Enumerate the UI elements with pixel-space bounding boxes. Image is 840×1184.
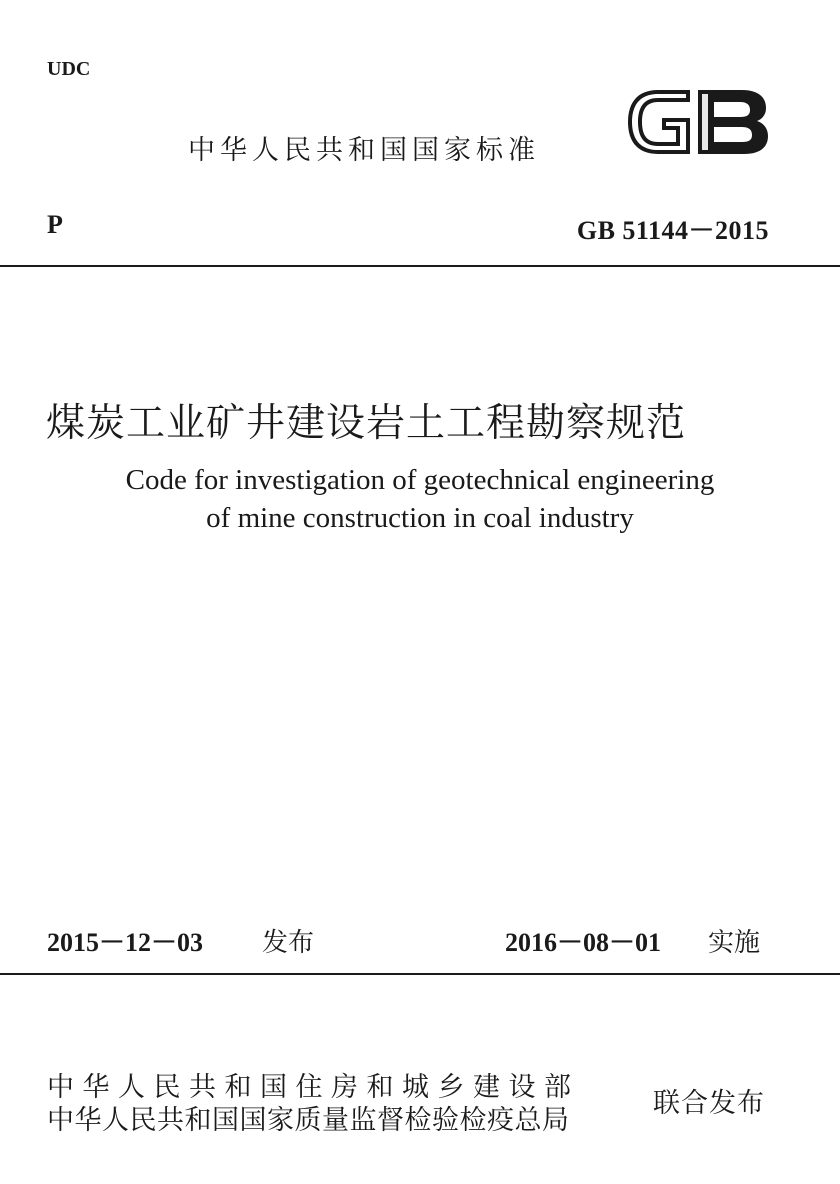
title-english-line1: Code for investigation of geotechnical engineering <box>125 464 715 496</box>
implementation-date: 2016－08－01 <box>505 928 662 957</box>
title-english-line2: of mine construction in coal industry <box>206 502 634 534</box>
national-standard-heading: 中华人民共和国国家标准 <box>188 135 540 166</box>
publisher-ministry: 中华人民共和国住房和城乡建设部 <box>47 1072 580 1103</box>
gb-logo <box>624 84 772 160</box>
category-code: P <box>47 210 63 239</box>
udc-label: UDC <box>47 58 91 80</box>
implementation-label: 实施 <box>708 928 761 958</box>
bottom-divider <box>0 973 840 975</box>
issue-label: 发布 <box>262 928 315 958</box>
joint-release-label: 联合发布 <box>653 1088 765 1119</box>
standard-number: GB 51144－2015 <box>576 216 769 245</box>
title-english <box>0 461 840 537</box>
title-chinese: 煤炭工业矿井建设岩土工程勘察规范 <box>46 401 687 446</box>
top-divider <box>0 265 840 267</box>
publisher-aqsiq: 中华人民共和国国家质量监督检验检疫总局 <box>47 1105 570 1136</box>
issue-date: 2015－12－03 <box>47 928 204 957</box>
